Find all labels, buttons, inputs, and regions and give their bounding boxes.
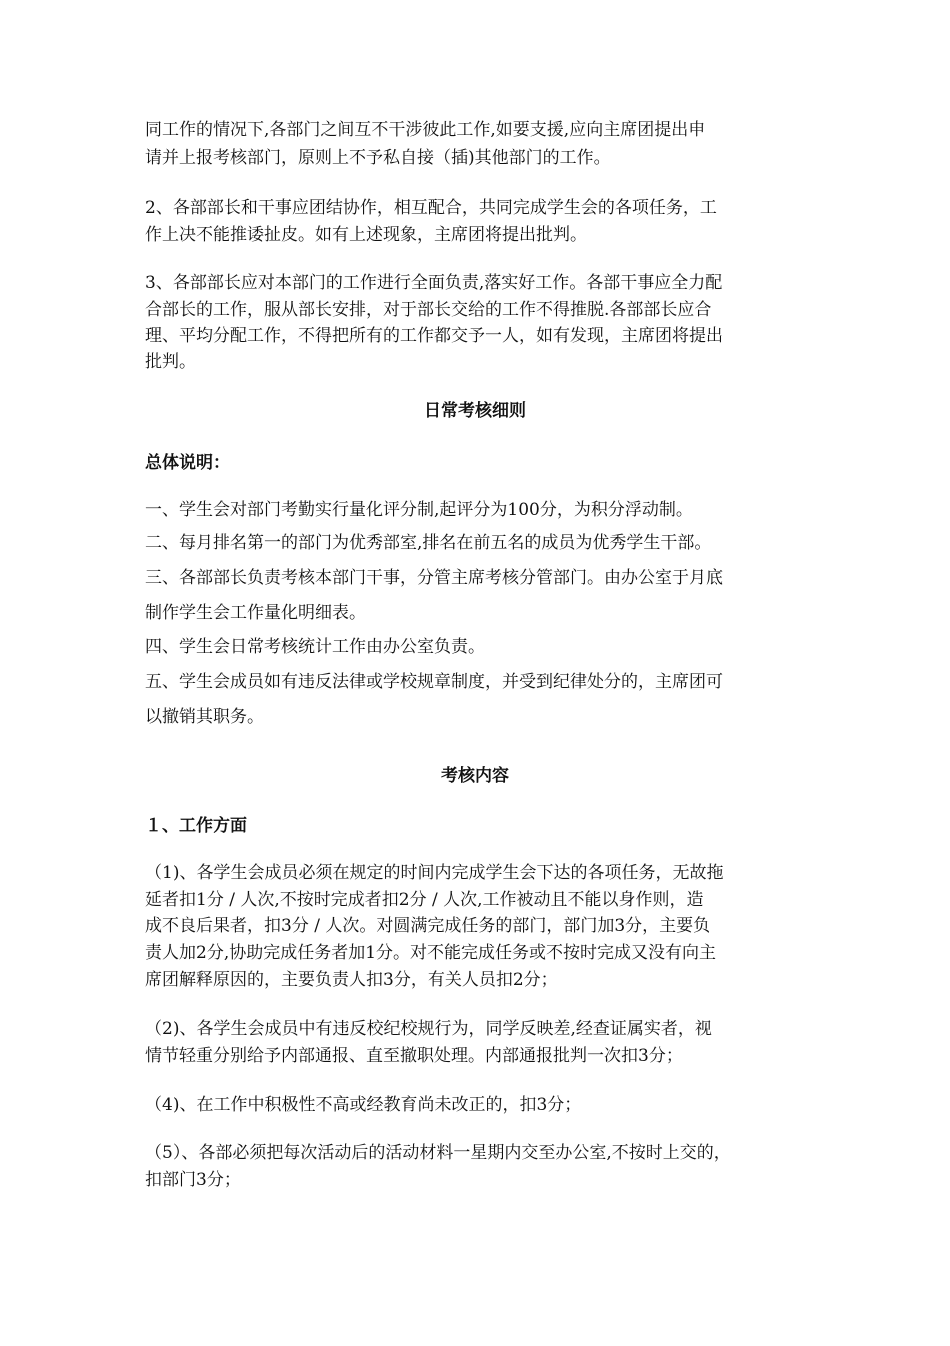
list-item: 一、学生会对部门考勤实行量化评分制,起评分为100分，为积分浮动制。 [145, 500, 693, 520]
list-item: 四、学生会日常考核统计工作由办公室负责。 [145, 637, 485, 657]
clause-line: （4)、在工作中积极性不高或经教育尚未改正的，扣3分； [145, 1095, 582, 1115]
clause-line: （5）、各部必须把每次活动后的活动材料一星期内交至办公室,不按时上交的， [145, 1143, 731, 1163]
paragraph-line: 作上决不能推诿扯皮。如有上述现象，主席团将提出批判。 [145, 225, 587, 245]
list-item: 五、学生会成员如有违反法律或学校规章制度，并受到纪律处分的，主席团可 [145, 672, 723, 692]
clause-line: 延者扣1分 / 人次,不按时完成者扣2分 / 人次,工作被动且不能以身作则，造 [145, 890, 704, 910]
list-item: 二、每月排名第一的部门为优秀部室,排名在前五名的成员为优秀学生干部。 [145, 533, 712, 553]
paragraph-line: 批判。 [145, 352, 196, 372]
paragraph-line: 理、平均分配工作，不得把所有的工作都交予一人，如有发现，主席团将提出 [145, 326, 723, 346]
overview-label: 总体说明： [145, 453, 230, 473]
paragraph-line: 请并上报考核部门，原则上不予私自接（插)其他部门的工作。 [145, 148, 611, 168]
list-item: 以撤销其职务。 [145, 707, 264, 727]
clause-line: 情节轻重分别给予内部通报、直至撤职处理。内部通报批判一次扣3分； [145, 1046, 683, 1066]
list-item: 三、各部部长负责考核本部门干事，分管主席考核分管部门。由办公室于月底 [145, 568, 723, 588]
clause-line: 责人加2分,协助完成任务者加1分。对不能完成任务或不按时完成又没有向主 [145, 943, 717, 963]
paragraph-line: 2、各部部长和干事应团结协作，相互配合，共同完成学生会的各项任务，工 [145, 198, 717, 218]
clause-line: 成不良后果者，扣3分 / 人次。对圆满完成任务的部门，部门加3分，主要负 [145, 916, 711, 936]
subheading-work: １、工作方面 [145, 816, 247, 836]
paragraph-line: 3、各部部长应对本部门的工作进行全面负责,落实好工作。各部干事应全力配 [145, 273, 723, 293]
paragraph-line: 同工作的情况下,各部门之间互不干涉彼此工作,如要支援,应向主席团提出申 [145, 120, 706, 140]
section-heading-daily: 日常考核细则 [424, 401, 526, 421]
clause-line: 席团解释原因的，主要负责人扣3分，有关人员扣2分； [145, 970, 558, 990]
section-heading-content: 考核内容 [441, 766, 509, 786]
clause-line: 扣部门3分； [145, 1170, 241, 1190]
clause-line: （1)、各学生会成员必须在规定的时间内完成学生会下达的各项任务，无故拖 [145, 863, 724, 883]
list-item: 制作学生会工作量化明细表。 [145, 603, 366, 623]
paragraph-line: 合部长的工作，服从部长安排，对于部长交给的工作不得推脱.各部部长应合 [145, 300, 712, 320]
clause-line: （2)、各学生会成员中有违反校纪校规行为，同学反映差,经查证属实者，视 [145, 1019, 712, 1039]
